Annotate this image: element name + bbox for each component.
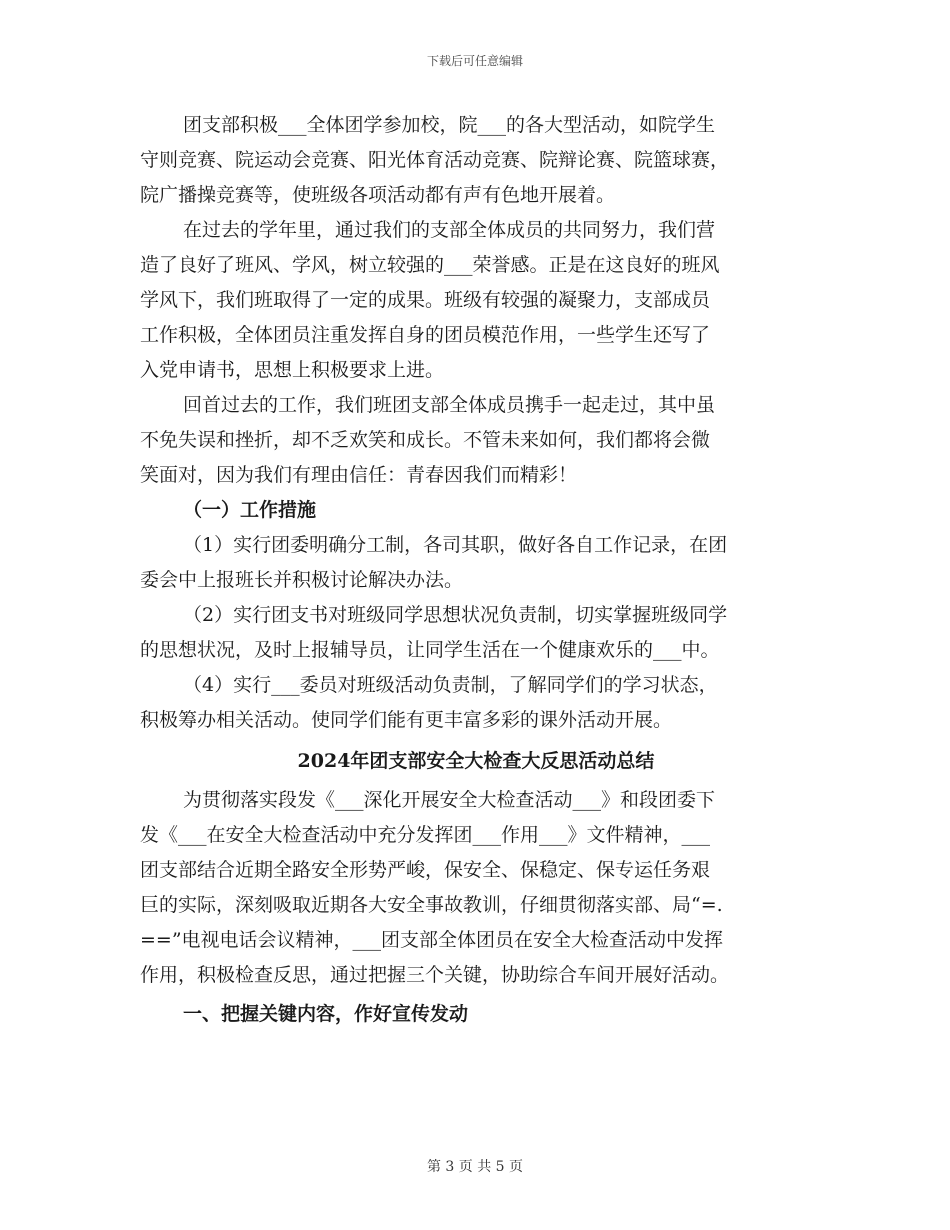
paragraph-line: 的思想状况，及时上报辅导员，让同学生活在一个健康欢乐的___中。	[140, 639, 720, 661]
paragraph-line: 学风下，我们班取得了一定的成果。班级有较强的凝聚力，支部成员	[140, 289, 711, 311]
paragraph-line: 院广播操竞赛等，使班级各项活动都有声有色地开展着。	[140, 184, 616, 206]
paragraph-line: 团支部结合近期全路安全形势严峻，保安全、保稳定、保专运任务艰	[140, 859, 711, 881]
paragraph-line: 守则竞赛、院运动会竞赛、阳光体育活动竞赛、院辩论赛、院篮球赛，	[140, 149, 730, 171]
paragraph-line: 不免失误和挫折，却不乏欢笑和成长。不管未来如何，我们都将会微	[140, 429, 711, 451]
paragraph-line: 工作积极，全体团员注重发挥自身的团员模范作用，一些学生还写了	[140, 324, 711, 346]
paragraph-line: 入党申请书，思想上积极要求上进。	[140, 359, 445, 381]
section-heading-key-content: 一、把握关键内容，作好宣传发动	[183, 1003, 469, 1025]
paragraph-line: 造了良好了班风、学风，树立较强的___荣誉感。正是在这良好的班风	[140, 254, 720, 276]
paragraph-line: 为贯彻落实段发《___深化开展安全大检查活动___》和段团委下	[183, 789, 716, 811]
page-number: 第 3 页 共 5 页	[426, 1159, 524, 1175]
document-title: 2024年团支部安全大检查大反思活动总结	[297, 750, 655, 772]
paragraph-line: 回首过去的工作，我们班团支部全体成员携手一起走过，其中虽	[183, 394, 716, 416]
paragraph-line: （1）实行团委明确分工制，各司其职，做好各自工作记录，在团	[183, 534, 728, 556]
paragraph-line: （4）实行___委员对班级活动负责制，了解同学们的学习状态，	[183, 674, 718, 696]
paragraph-line: 笑面对，因为我们有理由信任：青春因我们而精彩！	[140, 464, 578, 486]
paragraph-line: ==”电视电话会议精神，___团支部全体团员在安全大检查活动中发挥	[140, 929, 724, 951]
document-body	[140, 108, 812, 1032]
paragraph-line: 团支部积极___全体团学参加校，院___的各大型活动，如院学生	[183, 114, 716, 136]
paragraph-line: 作用，积极检查反思，通过把握三个关键，协助综合车间开展好活动。	[140, 964, 730, 986]
page-header: 下载后可任意编辑	[426, 54, 523, 68]
section-heading-measures: （一）工作措施	[183, 499, 317, 521]
paragraph-line: 发《___在安全大检查活动中充分发挥团___作用___》文件精神，___	[140, 824, 711, 846]
paragraph-line: 巨的实际，深刻吸取近期各大安全事故教训，仔细贯彻落实部、局“=.	[140, 894, 723, 916]
paragraph-line: 积极筹办相关活动。使同学们能有更丰富多彩的课外活动开展。	[140, 709, 673, 731]
paragraph-line: （2）实行团支书对班级同学思想状况负责制，切实掌握班级同学	[183, 604, 728, 626]
paragraph-line: 在过去的学年里，通过我们的支部全体成员的共同努力，我们营	[183, 219, 716, 241]
paragraph-line: 委会中上报班长并积极讨论解决办法。	[140, 569, 464, 591]
